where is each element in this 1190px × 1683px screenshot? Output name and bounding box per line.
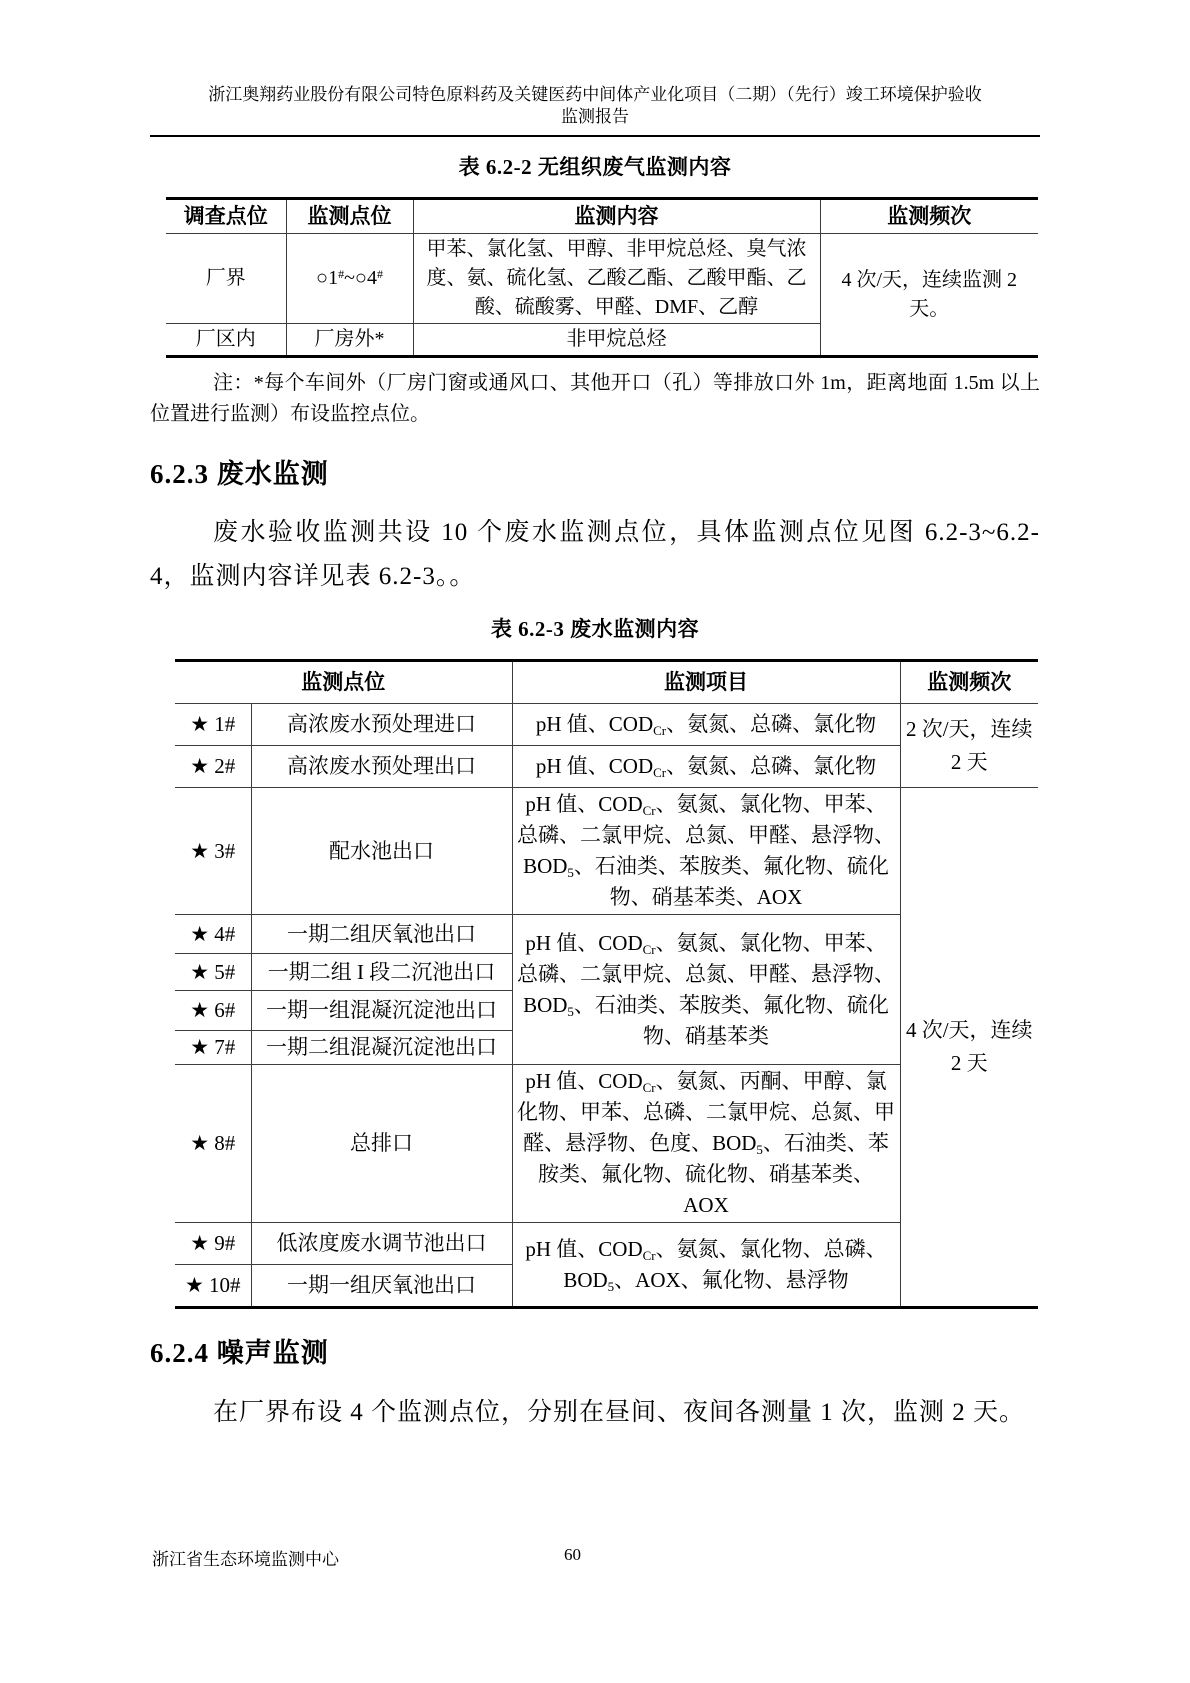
point-location-cell: 一期二组混凝沉淀池出口 <box>251 1031 512 1065</box>
point-id-cell: ★ 2# <box>175 746 251 788</box>
table-6-2-2 <box>166 197 1038 358</box>
t2-header-content: 监测内容 <box>413 199 820 234</box>
t3-header-monitor-point: 监测点位 <box>175 661 512 704</box>
section-6-2-4-paragraph: 在厂界布设 4 个监测点位，分别在昼间、夜间各测量 1 次，监测 2 天。 <box>213 1399 1026 1426</box>
table-6-2-2-header-row <box>166 199 1038 234</box>
point-location-cell: 配水池出口 <box>251 788 512 915</box>
point-location-cell: 高浓废水预处理进口 <box>251 704 512 746</box>
point-id-cell: ★ 8# <box>175 1065 251 1223</box>
monitor-items-cell: pH 值、$COD_{Cr}$、氨氮、总磷、氯化物 <box>512 704 900 746</box>
monitor-content-cell: 非甲烷总烃 <box>413 324 820 357</box>
survey-point-cell: 厂界 <box>166 234 286 324</box>
t2-header-frequency: 监测频次 <box>820 199 1038 234</box>
monitor-items-cell: pH 值、$COD_{Cr}$、氨氮、氯化物、甲苯、总磷、二氯甲烷、总氮、甲醛、悬浮物、$BOD_5$、石油类、苯胺类、氟化物、硫化物、硝基苯类、AOX <box>512 788 900 915</box>
point-id-cell: ★ 9# <box>175 1223 251 1265</box>
page-footer <box>152 1545 1040 1570</box>
frequency-cell: 4 次/天，连续 2 天 <box>900 788 1038 1308</box>
point-location-cell: 低浓度废水调节池出口 <box>251 1223 512 1265</box>
monitor-items-cell: pH 值、$COD_{Cr}$、氨氮、总磷、氯化物 <box>512 746 900 788</box>
monitor-items-cell: pH 值、$COD_{Cr}$、氨氮、丙酮、甲醇、氯化物、甲苯、总磷、二氯甲烷、总氮、甲醛、悬浮物、色度、$BOD_5$、石油类、苯胺类、氟化物、硫化物、硝基苯类、AOX <box>512 1065 900 1223</box>
survey-point-cell: 厂区内 <box>166 324 286 357</box>
page-content <box>0 151 1190 1444</box>
table-row <box>175 788 1038 915</box>
table-row <box>166 234 1038 324</box>
t2-header-survey-point: 调查点位 <box>166 199 286 234</box>
point-id-cell: ★ 7# <box>175 1031 251 1065</box>
table-6-2-3 <box>175 659 1038 1309</box>
page-header <box>0 0 1190 128</box>
footer-page-number: 60 <box>564 1545 581 1564</box>
point-location-cell: 一期一组厌氧池出口 <box>251 1265 512 1308</box>
point-location-cell: 高浓废水预处理出口 <box>251 746 512 788</box>
section-6-2-4-heading: 6.2.4 噪声监测 <box>150 1338 329 1368</box>
point-location-cell: 一期二组 I 段二沉池出口 <box>251 954 512 991</box>
point-location-cell: 一期一组混凝沉淀池出口 <box>251 991 512 1031</box>
point-id-cell: ★ 5# <box>175 954 251 991</box>
monitor-items-cell: pH 值、$COD_{Cr}$、氨氮、氯化物、甲苯、总磷、二氯甲烷、总氮、甲醛、悬浮物、$BOD_5$、石油类、苯胺类、氟化物、硫化物、硝基苯类 <box>512 915 900 1065</box>
monitor-point-cell: ○1#~○4# <box>286 234 413 324</box>
table-6-2-3-header-row <box>175 661 1038 704</box>
frequency-cell: 2 次/天，连续 2 天 <box>900 704 1038 788</box>
point-location-cell: 一期二组厌氧池出口 <box>251 915 512 954</box>
monitor-items-cell: pH 值、$COD_{Cr}$、氨氮、氯化物、总磷、$BOD_5$、AOX、氟化物、悬浮物 <box>512 1223 900 1308</box>
t2-header-monitor-point: 监测点位 <box>286 199 413 234</box>
t3-header-items: 监测项目 <box>512 661 900 704</box>
point-id-cell: ★ 3# <box>175 788 251 915</box>
monitor-point-cell: 厂房外* <box>286 324 413 357</box>
monitor-content-cell: 甲苯、氯化氢、甲醇、非甲烷总烃、臭气浓度、氨、硫化氢、乙酸乙酯、乙酸甲酯、乙酸、硫酸雾、甲醛、DMF、乙醇 <box>413 234 820 324</box>
point-location-cell: 总排口 <box>251 1065 512 1223</box>
header-title-line2: 监测报告 <box>561 107 629 126</box>
frequency-cell: 4 次/天，连续监测 2 天。 <box>820 234 1038 357</box>
header-divider <box>150 135 1040 137</box>
point-id-cell: ★ 10# <box>175 1265 251 1308</box>
footer-organization: 浙江省生态环境监测中心 <box>152 1550 339 1569</box>
section-6-2-3-paragraph: 废水验收监测共设 10 个废水监测点位，具体监测点位见图 6.2-3~6.2-4，监测内容详见表 6.2-3。。 <box>150 519 1040 590</box>
header-title-line1: 浙江奥翔药业股份有限公司特色原料药及关键医药中间体产业化项目（二期）（先行）竣工环境保护验收 <box>208 85 982 104</box>
table-6-2-2-title: 表 6.2-2 无组织废气监测内容 <box>458 155 732 179</box>
point-id-cell: ★ 6# <box>175 991 251 1031</box>
t3-header-frequency: 监测频次 <box>900 661 1038 704</box>
table-row <box>175 704 1038 746</box>
point-id-cell: ★ 1# <box>175 704 251 746</box>
point-id-cell: ★ 4# <box>175 915 251 954</box>
section-6-2-3-heading: 6.2.3 废水监测 <box>150 459 329 489</box>
table-6-2-3-title: 表 6.2-3 废水监测内容 <box>490 617 700 641</box>
table-6-2-2-note: 注：*每个车间外（厂房门窗或通风口、其他开口（孔）等排放口外 1m，距离地面 1.5m 以上位置进行监测）布设监控点位。 <box>150 372 1040 425</box>
